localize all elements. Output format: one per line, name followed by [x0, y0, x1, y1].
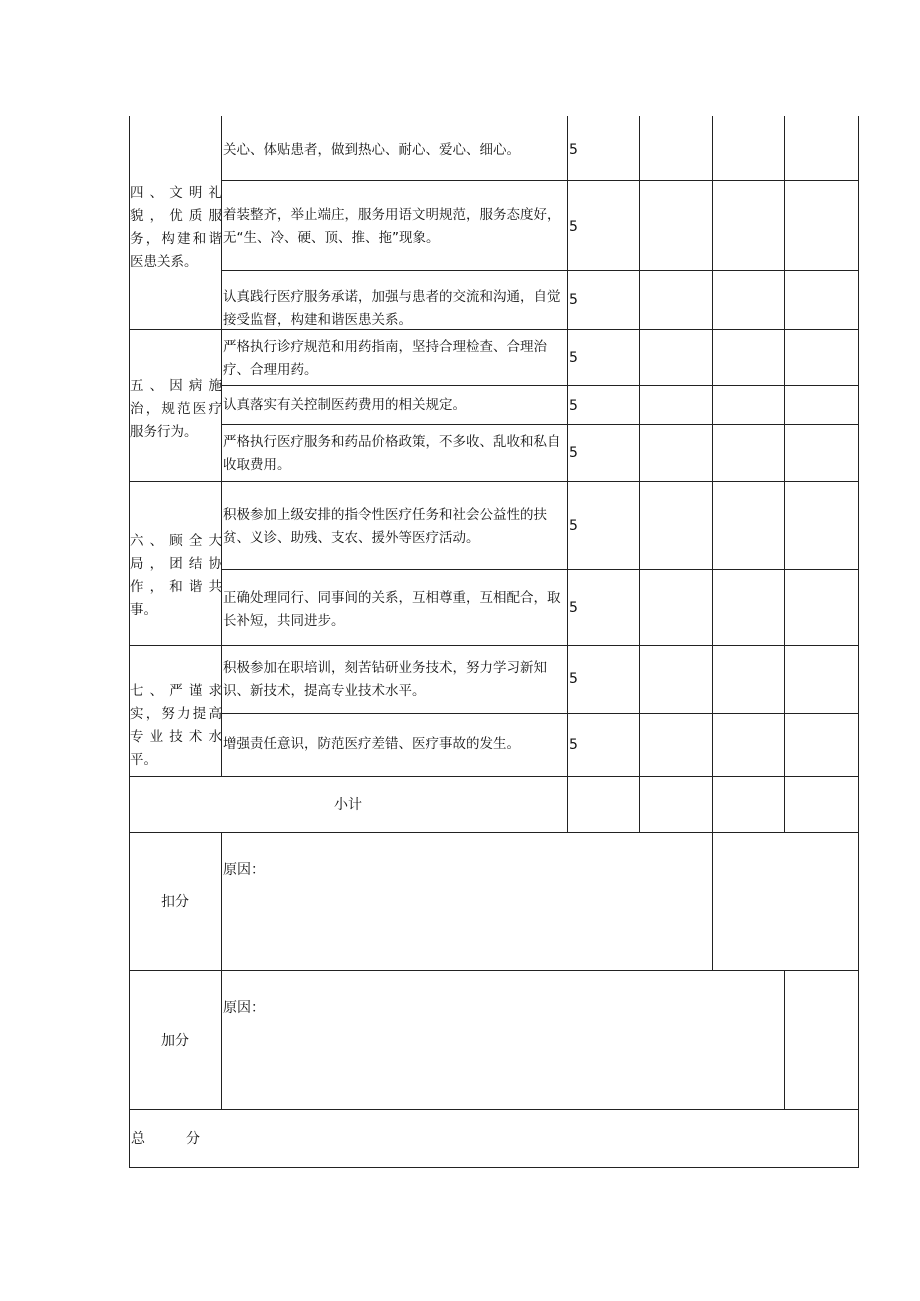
score-value: 5	[569, 518, 578, 534]
score-value: 5	[569, 737, 578, 753]
category-label: 七、严谨求实，努力提高专业技术水平。	[130, 683, 222, 768]
score-value: 5	[569, 445, 578, 461]
addition-reason-field[interactable]	[224, 1020, 781, 1105]
category-label: 四、文明礼貌，优质服务，构建和谐医患关系。	[130, 185, 222, 270]
addition-score-field[interactable]	[787, 974, 855, 1105]
criterion-text: 认真落实有关控制医药费用的相关规定。	[223, 397, 466, 413]
row-divider	[222, 713, 859, 714]
section-divider	[130, 776, 859, 777]
total-label-right: 分	[186, 1131, 200, 1147]
deduction-score-field[interactable]	[715, 836, 855, 966]
category-label: 五、因病施治，规范医疗服务行为。	[130, 378, 222, 440]
section-divider	[130, 481, 859, 482]
row-divider	[130, 832, 859, 833]
table-bottom-border	[130, 1167, 859, 1168]
addition-reason-label: 原因：	[223, 1000, 265, 1016]
column-divider	[639, 116, 640, 832]
deduction-reason-field[interactable]	[224, 882, 709, 966]
row-divider	[130, 970, 859, 971]
column-divider	[712, 116, 713, 970]
criterion-text: 积极参加在职培训，刻苦钻研业务技术，努力学习新知识、新技术，提高专业技术水平。	[223, 660, 547, 699]
column-divider	[784, 970, 785, 1109]
row-divider	[222, 569, 859, 570]
score-value: 5	[569, 219, 578, 235]
score-value: 5	[569, 398, 578, 414]
column-divider	[221, 832, 222, 1109]
criterion-text: 认真践行医疗服务承诺，加强与患者的交流和沟通，自觉接受监督，构建和谐医患关系。	[223, 289, 561, 328]
score-value: 5	[569, 292, 578, 308]
section-divider	[130, 645, 859, 646]
criterion-text: 着装整齐，举止端庄，服务用语文明规范，服务态度好，无“生、冷、硬、顶、推、拖”现象。	[223, 207, 561, 246]
criterion-text: 增强责任意识，防范医疗差错、医疗事故的发生。	[223, 736, 520, 752]
criterion-text: 正确处理同行、同事间的关系，互相尊重，互相配合，取长补短，共同进步。	[223, 590, 561, 629]
score-value: 5	[569, 142, 578, 158]
deduction-label: 扣分	[161, 894, 189, 910]
addition-label: 加分	[161, 1033, 189, 1049]
subtotal-label: 小计	[334, 797, 362, 813]
row-divider	[222, 270, 859, 271]
score-value: 5	[569, 671, 578, 687]
category-label: 六、顾全大局，团结协作，和谐共事。	[130, 533, 222, 618]
criterion-text: 严格执行医疗服务和药品价格政策，不多收、乱收和私自收取费用。	[223, 434, 561, 473]
column-divider	[784, 116, 785, 832]
criterion-text: 严格执行诊疗规范和用药指南，坚持合理检查、合理治疗、合理用药。	[223, 339, 547, 378]
row-divider	[130, 1109, 859, 1110]
column-divider	[567, 116, 568, 832]
total-score-field[interactable]	[224, 1112, 855, 1164]
criterion-text: 积极参加上级安排的指令性医疗任务和社会公益性的扶贫、义诊、助残、支农、援外等医疗活动。	[223, 507, 547, 546]
score-value: 5	[569, 350, 578, 366]
criterion-text: 关心、体贴患者，做到热心、耐心、爱心、细心。	[223, 142, 520, 158]
total-label-left: 总	[131, 1131, 145, 1147]
row-divider	[222, 180, 859, 181]
row-divider	[222, 424, 859, 425]
score-value: 5	[569, 600, 578, 616]
table-right-border	[858, 116, 859, 1168]
deduction-reason-label: 原因：	[223, 862, 265, 878]
row-divider	[222, 385, 859, 386]
